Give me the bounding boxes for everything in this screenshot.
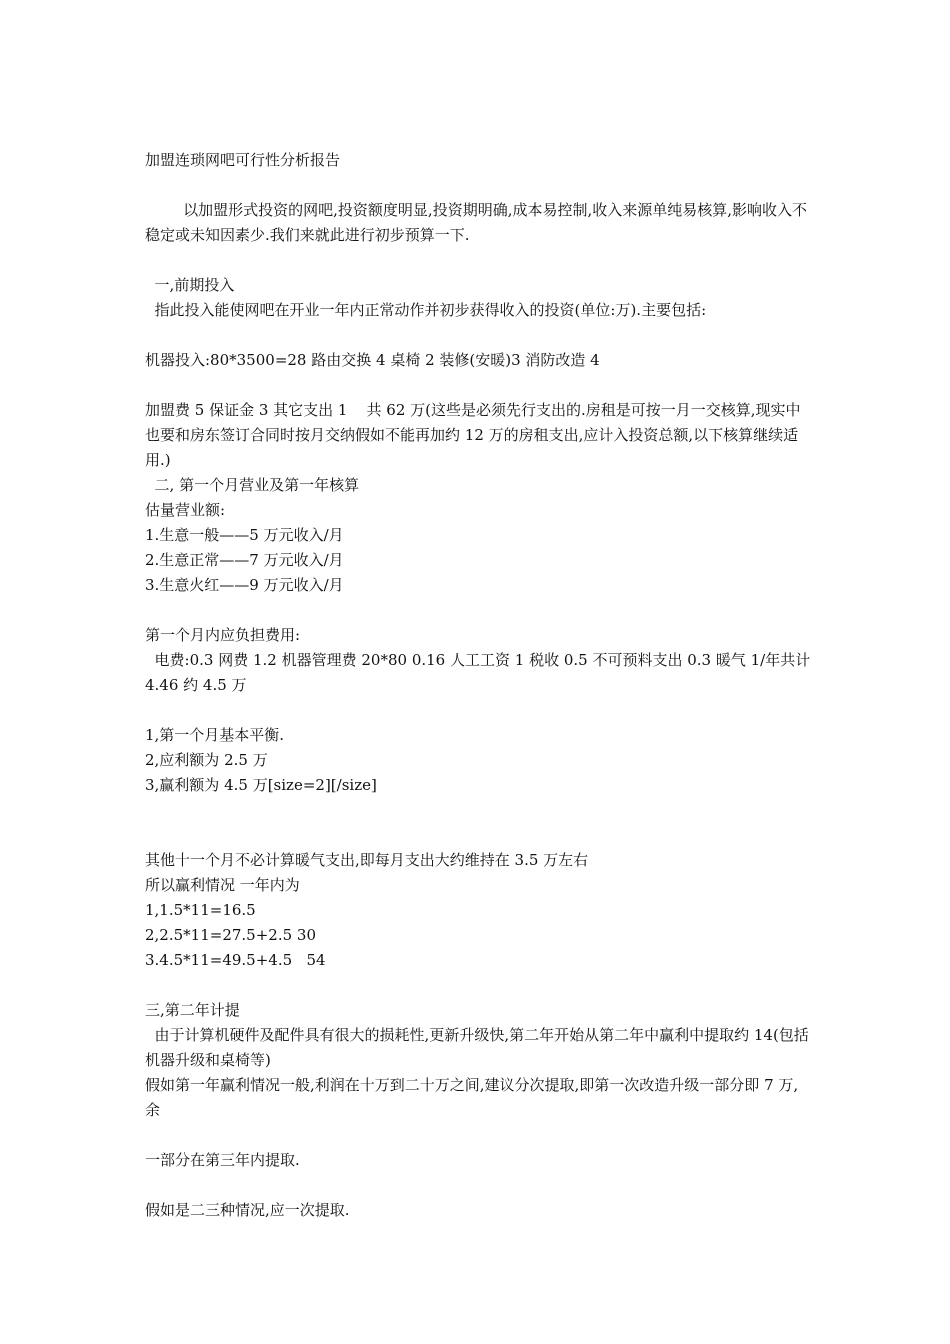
estimate-item: 2.生意正常——7 万元收入/月 bbox=[145, 551, 344, 569]
section3-heading: 三,第二年计提 bbox=[145, 1001, 240, 1019]
section3-description: 由于计算机硬件及配件具有很大的损耗性,更新升级快,第二年开始从第二年中赢利中提取约 14(包括机器升级和桌椅等) bbox=[145, 1026, 809, 1069]
costs-detail: 电费:0.3 网费 1.2 机器管理费 20*80 0.16 人工工资 1 税收 0.5 不可预料支出 0.3 暖气 1/年共计 4.46 约 4.5 万 bbox=[145, 651, 816, 694]
year-result: 1,1.5*11=16.5 bbox=[145, 901, 256, 919]
fees-paragraph: 加盟费 5 保证金 3 其它支出 1 共 62 万(这些是必须先行支出的.房租是可按一月一交核算,现实中也要和房东签订合同时按月交纳假如不能再加约 12 万的房租支出,应计入投资总额,以下核算继续适用.) bbox=[145, 401, 801, 469]
estimate-label: 估量营业额: bbox=[145, 501, 226, 519]
costs-label: 第一个月内应负担费用: bbox=[145, 626, 301, 644]
investment-items: 机器投入:80*3500=28 路由交换 4 桌椅 2 装修(安暖)3 消防改造 4 bbox=[145, 351, 600, 369]
estimate-item: 1.生意一般——5 万元收入/月 bbox=[145, 526, 344, 544]
case1-continued: 一部分在第三年内提取. bbox=[145, 1151, 300, 1169]
year-label: 所以赢利情况 一年内为 bbox=[145, 876, 300, 894]
outcome-item: 2,应利额为 2.5 万 bbox=[145, 751, 268, 769]
outcome-item: 1,第一个月基本平衡. bbox=[145, 726, 285, 744]
document-title: 加盟连琐网吧可行性分析报告 bbox=[145, 151, 341, 169]
section1-heading: 一,前期投入 bbox=[145, 276, 235, 294]
case2-text: 假如是二三种情况,应一次提取. bbox=[145, 1201, 350, 1219]
estimate-item: 3.生意火红——9 万元收入/月 bbox=[145, 576, 344, 594]
section2-heading: 二, 第一个月营业及第一年核算 bbox=[145, 476, 360, 494]
case1-text: 假如第一年赢利情况一般,利润在十万到二十万之间,建议分次提取,即第一次改造升级一部分即 7 万,余 bbox=[145, 1076, 799, 1119]
intro-paragraph: 以加盟形式投资的网吧,投资额度明显,投资期明确,成本易控制,收入来源单纯易核算,影响收入不稳定或未知因素少.我们来就此进行初步预算一下. bbox=[145, 201, 808, 244]
document-page bbox=[145, 148, 816, 1223]
section1-description: 指此投入能使网吧在开业一年内正常动作并初步获得收入的投资(单位:万).主要包括: bbox=[145, 301, 707, 319]
outcome-item: 3,赢利额为 4.5 万[size=2][/size] bbox=[145, 776, 377, 794]
other-months-text: 其他十一个月不必计算暖气支出,即每月支出大约维持在 3.5 万左右 bbox=[145, 851, 589, 869]
year-result: 3.4.5*11=49.5+4.5 54 bbox=[145, 951, 326, 969]
year-result: 2,2.5*11=27.5+2.5 30 bbox=[145, 926, 316, 944]
